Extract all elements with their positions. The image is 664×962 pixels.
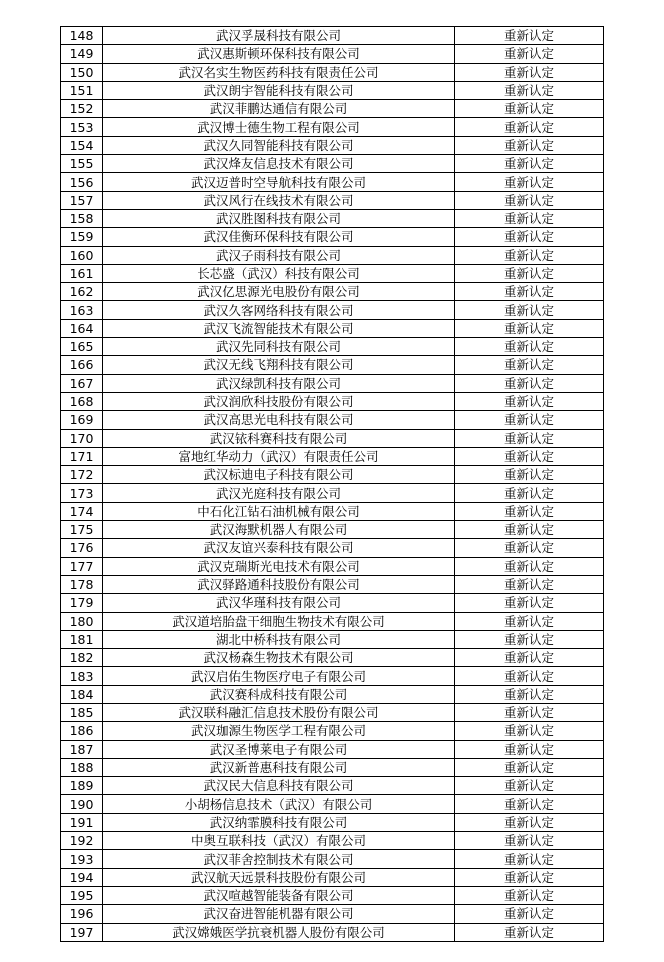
certification-type-cell: 重新认定 (455, 319, 604, 337)
row-number-cell: 165 (61, 338, 103, 356)
company-name-cell: 武汉菲舍控制技术有限公司 (103, 850, 455, 868)
row-number-cell: 190 (61, 795, 103, 813)
row-number-cell: 167 (61, 374, 103, 392)
row-number-cell: 159 (61, 228, 103, 246)
certification-type-cell: 重新认定 (455, 886, 604, 904)
row-number-cell: 192 (61, 832, 103, 850)
table-row (61, 228, 604, 246)
row-number-cell: 174 (61, 502, 103, 520)
row-number-cell: 164 (61, 319, 103, 337)
company-name-cell: 武汉铱科赛科技有限公司 (103, 429, 455, 447)
certification-type-cell: 重新认定 (455, 374, 604, 392)
certification-type-cell: 重新认定 (455, 502, 604, 520)
company-name-cell: 武汉道培胎盘干细胞生物技术有限公司 (103, 612, 455, 630)
table-row (61, 191, 604, 209)
table-row (61, 81, 604, 99)
row-number-cell: 181 (61, 630, 103, 648)
company-name-cell: 武汉杨森生物技术有限公司 (103, 649, 455, 667)
company-name-cell: 武汉标迪电子科技有限公司 (103, 466, 455, 484)
table-row (61, 27, 604, 45)
company-name-cell: 武汉润欣科技股份有限公司 (103, 392, 455, 410)
table-row (61, 466, 604, 484)
row-number-cell: 186 (61, 722, 103, 740)
company-name-cell: 武汉奋进智能机器有限公司 (103, 905, 455, 923)
certification-type-cell: 重新认定 (455, 594, 604, 612)
table-row (61, 575, 604, 593)
table-row (61, 374, 604, 392)
certification-type-cell: 重新认定 (455, 118, 604, 136)
company-name-cell: 武汉航天远景科技股份有限公司 (103, 868, 455, 886)
row-number-cell: 187 (61, 740, 103, 758)
company-name-cell: 武汉绿凯科技有限公司 (103, 374, 455, 392)
certification-type-cell: 重新认定 (455, 392, 604, 410)
company-name-cell: 湖北中桥科技有限公司 (103, 630, 455, 648)
table-row (61, 539, 604, 557)
company-name-cell: 武汉海默机器人有限公司 (103, 521, 455, 539)
table-row (61, 100, 604, 118)
table-row (61, 392, 604, 410)
row-number-cell: 185 (61, 703, 103, 721)
company-name-cell: 武汉嫦娥医学抗衰机器人股份有限公司 (103, 923, 455, 941)
row-number-cell: 155 (61, 155, 103, 173)
company-name-cell: 武汉无线飞翔科技有限公司 (103, 356, 455, 374)
company-name-cell: 武汉赛科成科技有限公司 (103, 685, 455, 703)
certification-type-cell: 重新认定 (455, 868, 604, 886)
certification-type-cell: 重新认定 (455, 832, 604, 850)
certification-type-cell: 重新认定 (455, 63, 604, 81)
certification-type-cell: 重新认定 (455, 795, 604, 813)
table-row (61, 795, 604, 813)
table-row (61, 886, 604, 904)
certification-type-cell: 重新认定 (455, 685, 604, 703)
row-number-cell: 183 (61, 667, 103, 685)
table-row (61, 429, 604, 447)
table-row (61, 209, 604, 227)
table-row (61, 923, 604, 941)
certification-type-cell: 重新认定 (455, 246, 604, 264)
company-name-cell: 武汉圣博莱电子有限公司 (103, 740, 455, 758)
company-name-cell: 武汉珈源生物医学工程有限公司 (103, 722, 455, 740)
table-row (61, 63, 604, 81)
table-row (61, 246, 604, 264)
certification-type-cell: 重新认定 (455, 703, 604, 721)
company-name-cell: 武汉胜图科技有限公司 (103, 209, 455, 227)
company-list-table (60, 26, 604, 942)
certification-type-cell: 重新认定 (455, 484, 604, 502)
row-number-cell: 191 (61, 813, 103, 831)
table-row (61, 447, 604, 465)
company-name-cell: 武汉驿路通科技股份有限公司 (103, 575, 455, 593)
table-row (61, 722, 604, 740)
certification-type-cell: 重新认定 (455, 813, 604, 831)
certification-type-cell: 重新认定 (455, 209, 604, 227)
certification-type-cell: 重新认定 (455, 301, 604, 319)
company-name-cell: 武汉菲鹏达通信有限公司 (103, 100, 455, 118)
table-row (61, 411, 604, 429)
table-row (61, 502, 604, 520)
company-name-cell: 武汉名实生物医药科技有限责任公司 (103, 63, 455, 81)
table-row (61, 484, 604, 502)
row-number-cell: 149 (61, 45, 103, 63)
row-number-cell: 179 (61, 594, 103, 612)
company-name-cell: 武汉先同科技有限公司 (103, 338, 455, 356)
table-row (61, 832, 604, 850)
company-name-cell: 武汉联科融汇信息技术股份有限公司 (103, 703, 455, 721)
company-name-cell: 武汉纳霏膜科技有限公司 (103, 813, 455, 831)
certification-type-cell: 重新认定 (455, 905, 604, 923)
table-row (61, 758, 604, 776)
row-number-cell: 177 (61, 557, 103, 575)
certification-type-cell: 重新认定 (455, 575, 604, 593)
company-name-cell: 武汉友谊兴泰科技有限公司 (103, 539, 455, 557)
table-row (61, 740, 604, 758)
company-name-cell: 小胡杨信息技术（武汉）有限公司 (103, 795, 455, 813)
row-number-cell: 196 (61, 905, 103, 923)
certification-type-cell: 重新认定 (455, 521, 604, 539)
row-number-cell: 180 (61, 612, 103, 630)
row-number-cell: 173 (61, 484, 103, 502)
table-row (61, 649, 604, 667)
company-name-cell: 武汉克瑞斯光电技术有限公司 (103, 557, 455, 575)
table-row (61, 612, 604, 630)
company-name-cell: 武汉久客网络科技有限公司 (103, 301, 455, 319)
certification-type-cell: 重新认定 (455, 155, 604, 173)
row-number-cell: 148 (61, 27, 103, 45)
company-name-cell: 武汉烽友信息技术有限公司 (103, 155, 455, 173)
table-row (61, 667, 604, 685)
table-row (61, 283, 604, 301)
row-number-cell: 166 (61, 356, 103, 374)
certification-type-cell: 重新认定 (455, 466, 604, 484)
company-name-cell: 武汉孚晟科技有限公司 (103, 27, 455, 45)
row-number-cell: 150 (61, 63, 103, 81)
certification-type-cell: 重新认定 (455, 667, 604, 685)
company-name-cell: 武汉民大信息科技有限公司 (103, 777, 455, 795)
row-number-cell: 169 (61, 411, 103, 429)
company-name-cell: 长芯盛（武汉）科技有限公司 (103, 264, 455, 282)
row-number-cell: 182 (61, 649, 103, 667)
row-number-cell: 176 (61, 539, 103, 557)
row-number-cell: 195 (61, 886, 103, 904)
row-number-cell: 156 (61, 173, 103, 191)
certification-type-cell: 重新认定 (455, 264, 604, 282)
table-row (61, 630, 604, 648)
certification-type-cell: 重新认定 (455, 338, 604, 356)
row-number-cell: 188 (61, 758, 103, 776)
row-number-cell: 194 (61, 868, 103, 886)
certification-type-cell: 重新认定 (455, 447, 604, 465)
row-number-cell: 184 (61, 685, 103, 703)
certification-type-cell: 重新认定 (455, 740, 604, 758)
company-name-cell: 武汉亿思源光电股份有限公司 (103, 283, 455, 301)
table-row (61, 155, 604, 173)
row-number-cell: 151 (61, 81, 103, 99)
certification-type-cell: 重新认定 (455, 758, 604, 776)
table-row (61, 338, 604, 356)
table-row (61, 45, 604, 63)
certification-type-cell: 重新认定 (455, 850, 604, 868)
certification-type-cell: 重新认定 (455, 283, 604, 301)
certification-type-cell: 重新认定 (455, 649, 604, 667)
certification-type-cell: 重新认定 (455, 557, 604, 575)
table-row (61, 777, 604, 795)
row-number-cell: 193 (61, 850, 103, 868)
certification-type-cell: 重新认定 (455, 539, 604, 557)
row-number-cell: 197 (61, 923, 103, 941)
row-number-cell: 189 (61, 777, 103, 795)
certification-type-cell: 重新认定 (455, 136, 604, 154)
table-row (61, 301, 604, 319)
table-row (61, 850, 604, 868)
company-name-cell: 武汉喧越智能装备有限公司 (103, 886, 455, 904)
company-name-cell: 武汉光庭科技有限公司 (103, 484, 455, 502)
row-number-cell: 171 (61, 447, 103, 465)
company-name-cell: 武汉博士德生物工程有限公司 (103, 118, 455, 136)
company-name-cell: 武汉朗宇智能科技有限公司 (103, 81, 455, 99)
row-number-cell: 178 (61, 575, 103, 593)
certification-type-cell: 重新认定 (455, 173, 604, 191)
company-name-cell: 武汉高思光电科技有限公司 (103, 411, 455, 429)
certification-type-cell: 重新认定 (455, 923, 604, 941)
company-name-cell: 武汉子雨科技有限公司 (103, 246, 455, 264)
row-number-cell: 163 (61, 301, 103, 319)
company-name-cell: 中奥互联科技（武汉）有限公司 (103, 832, 455, 850)
table-row (61, 703, 604, 721)
company-name-cell: 武汉惠斯顿环保科技有限公司 (103, 45, 455, 63)
table-row (61, 868, 604, 886)
company-name-cell: 武汉飞流智能技术有限公司 (103, 319, 455, 337)
row-number-cell: 157 (61, 191, 103, 209)
row-number-cell: 153 (61, 118, 103, 136)
company-name-cell: 富地红华动力（武汉）有限责任公司 (103, 447, 455, 465)
certification-type-cell: 重新认定 (455, 777, 604, 795)
certification-type-cell: 重新认定 (455, 191, 604, 209)
table-row (61, 905, 604, 923)
table-row (61, 136, 604, 154)
company-name-cell: 武汉启佑生物医疗电子有限公司 (103, 667, 455, 685)
row-number-cell: 158 (61, 209, 103, 227)
company-name-cell: 武汉迈普时空导航科技有限公司 (103, 173, 455, 191)
row-number-cell: 160 (61, 246, 103, 264)
certification-type-cell: 重新认定 (455, 228, 604, 246)
row-number-cell: 168 (61, 392, 103, 410)
company-name-cell: 中石化江钻石油机械有限公司 (103, 502, 455, 520)
row-number-cell: 170 (61, 429, 103, 447)
company-name-cell: 武汉久同智能科技有限公司 (103, 136, 455, 154)
certification-type-cell: 重新认定 (455, 100, 604, 118)
certification-type-cell: 重新认定 (455, 429, 604, 447)
company-name-cell: 武汉华瑾科技有限公司 (103, 594, 455, 612)
table-row (61, 173, 604, 191)
company-name-cell: 武汉佳衡环保科技有限公司 (103, 228, 455, 246)
table-row (61, 594, 604, 612)
certification-type-cell: 重新认定 (455, 356, 604, 374)
table-row (61, 813, 604, 831)
table-row (61, 356, 604, 374)
row-number-cell: 154 (61, 136, 103, 154)
certification-type-cell: 重新认定 (455, 722, 604, 740)
row-number-cell: 175 (61, 521, 103, 539)
table-row (61, 557, 604, 575)
table-body (61, 27, 604, 942)
table-row (61, 319, 604, 337)
certification-type-cell: 重新认定 (455, 411, 604, 429)
certification-type-cell: 重新认定 (455, 81, 604, 99)
table-row (61, 685, 604, 703)
certification-type-cell: 重新认定 (455, 45, 604, 63)
table-row (61, 118, 604, 136)
company-name-cell: 武汉新普惠科技有限公司 (103, 758, 455, 776)
company-name-cell: 武汉风行在线技术有限公司 (103, 191, 455, 209)
certification-type-cell: 重新认定 (455, 612, 604, 630)
certification-type-cell: 重新认定 (455, 27, 604, 45)
row-number-cell: 162 (61, 283, 103, 301)
row-number-cell: 161 (61, 264, 103, 282)
table-row (61, 521, 604, 539)
row-number-cell: 172 (61, 466, 103, 484)
table-row (61, 264, 604, 282)
certification-type-cell: 重新认定 (455, 630, 604, 648)
row-number-cell: 152 (61, 100, 103, 118)
